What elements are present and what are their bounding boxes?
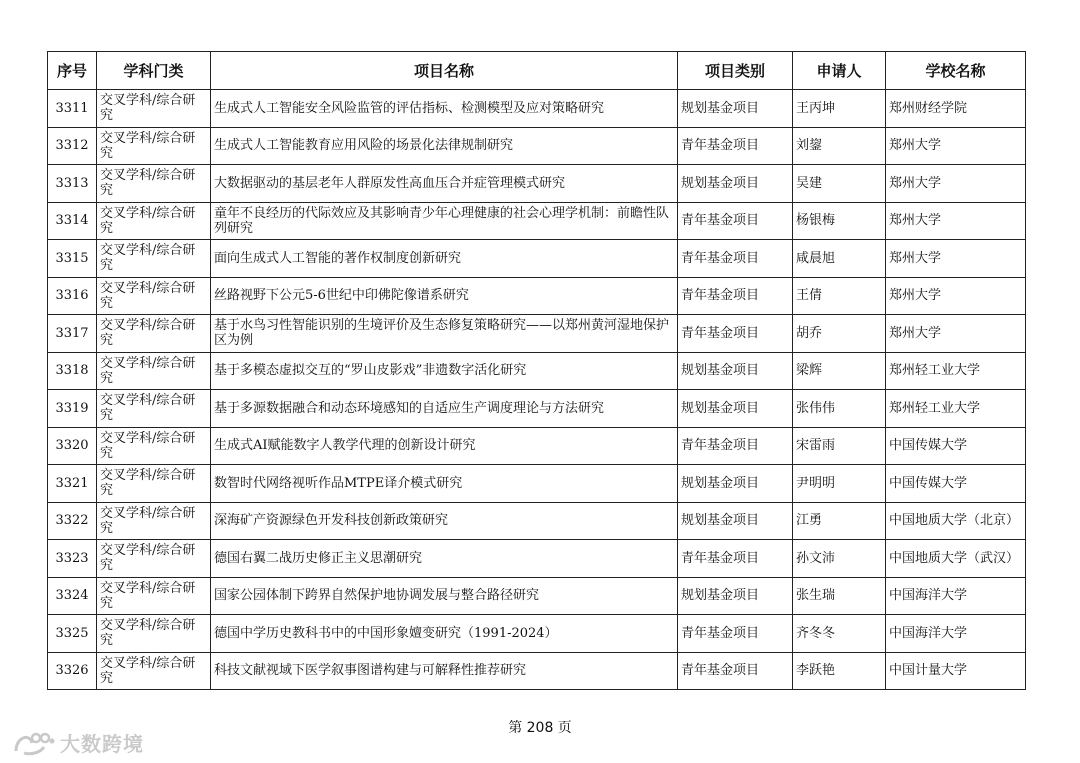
header-serial: 序号: [48, 52, 97, 90]
cell-serial: 3326: [48, 652, 97, 690]
table-row: [48, 652, 1026, 690]
cell-category: 青年基金项目: [678, 540, 793, 578]
cell-school: 中国海洋大学: [886, 615, 1026, 653]
cell-project-title: 基于水鸟习性智能识别的生境评价及生态修复策略研究——以郑州黄河湿地保护区为例: [211, 315, 678, 353]
cell-applicant: 吴建: [793, 165, 886, 203]
cell-category: 规划基金项目: [678, 502, 793, 540]
table-row: [48, 165, 1026, 203]
table-row: [48, 577, 1026, 615]
cell-school: 中国海洋大学: [886, 577, 1026, 615]
cell-serial: 3319: [48, 390, 97, 428]
cell-subject: 交叉学科/综合研究: [97, 652, 211, 690]
cell-serial: 3313: [48, 165, 97, 203]
cell-school: 郑州财经学院: [886, 90, 1026, 128]
cell-applicant: 尹明明: [793, 465, 886, 503]
cell-category: 青年基金项目: [678, 652, 793, 690]
cell-applicant: 胡乔: [793, 315, 886, 353]
cell-school: 郑州大学: [886, 202, 1026, 240]
header-applicant: 申请人: [793, 52, 886, 90]
table-row: [48, 502, 1026, 540]
cell-applicant: 齐冬冬: [793, 615, 886, 653]
cell-project-title: 生成式AI赋能数字人教学代理的创新设计研究: [211, 427, 678, 465]
watermark-text: 大数跨境: [60, 732, 144, 756]
cell-applicant: 宋雷雨: [793, 427, 886, 465]
cell-category: 青年基金项目: [678, 315, 793, 353]
cell-subject: 交叉学科/综合研究: [97, 465, 211, 503]
cell-serial: 3318: [48, 352, 97, 390]
cell-subject: 交叉学科/综合研究: [97, 315, 211, 353]
cell-subject: 交叉学科/综合研究: [97, 427, 211, 465]
table-row: [48, 202, 1026, 240]
cell-school: 郑州大学: [886, 315, 1026, 353]
cell-project-title: 数智时代网络视听作品MTPE译介模式研究: [211, 465, 678, 503]
cell-school: 中国传媒大学: [886, 427, 1026, 465]
cell-applicant: 江勇: [793, 502, 886, 540]
watermark: [12, 728, 144, 757]
table-body: [48, 90, 1026, 690]
table-row: [48, 390, 1026, 428]
cell-subject: 交叉学科/综合研究: [97, 502, 211, 540]
cell-project-title: 基于多模态虚拟交互的“罗山皮影戏”非遗数字活化研究: [211, 352, 678, 390]
cell-category: 青年基金项目: [678, 615, 793, 653]
cell-project-title: 丝路视野下公元5-6世纪中印佛陀像谱系研究: [211, 277, 678, 315]
cell-serial: 3323: [48, 540, 97, 578]
cell-applicant: 咸晨旭: [793, 240, 886, 278]
cell-category: 规划基金项目: [678, 390, 793, 428]
cell-school: 中国传媒大学: [886, 465, 1026, 503]
cell-category: 青年基金项目: [678, 127, 793, 165]
cell-subject: 交叉学科/综合研究: [97, 165, 211, 203]
cell-applicant: 王倩: [793, 277, 886, 315]
cell-school: 郑州大学: [886, 240, 1026, 278]
cell-category: 青年基金项目: [678, 427, 793, 465]
header-project-title: 项目名称: [211, 52, 678, 90]
cell-category: 规划基金项目: [678, 465, 793, 503]
cell-subject: 交叉学科/综合研究: [97, 352, 211, 390]
cell-project-title: 基于多源数据融合和动态环境感知的自适应生产调度理论与方法研究: [211, 390, 678, 428]
table-row: [48, 615, 1026, 653]
watermark-logo-icon: [12, 729, 56, 757]
cell-applicant: 李跃艳: [793, 652, 886, 690]
cell-school: 郑州大学: [886, 165, 1026, 203]
cell-category: 规划基金项目: [678, 577, 793, 615]
cell-project-title: 德国中学历史教科书中的中国形象嬗变研究（1991-2024）: [211, 615, 678, 653]
cell-category: 规划基金项目: [678, 165, 793, 203]
cell-subject: 交叉学科/综合研究: [97, 202, 211, 240]
cell-category: 青年基金项目: [678, 202, 793, 240]
cell-serial: 3312: [48, 127, 97, 165]
cell-serial: 3324: [48, 577, 97, 615]
project-table: [47, 51, 1026, 690]
cell-school: 中国地质大学（北京）: [886, 502, 1026, 540]
cell-applicant: 刘鋆: [793, 127, 886, 165]
cell-subject: 交叉学科/综合研究: [97, 127, 211, 165]
table-row: [48, 540, 1026, 578]
cell-applicant: 杨银梅: [793, 202, 886, 240]
cell-project-title: 面向生成式人工智能的著作权制度创新研究: [211, 240, 678, 278]
table-row: [48, 427, 1026, 465]
cell-category: 青年基金项目: [678, 277, 793, 315]
cell-project-title: 深海矿产资源绿色开发科技创新政策研究: [211, 502, 678, 540]
cell-subject: 交叉学科/综合研究: [97, 240, 211, 278]
cell-subject: 交叉学科/综合研究: [97, 277, 211, 315]
cell-subject: 交叉学科/综合研究: [97, 615, 211, 653]
header-subject: 学科门类: [97, 52, 211, 90]
cell-serial: 3316: [48, 277, 97, 315]
cell-applicant: 张生瑞: [793, 577, 886, 615]
cell-school: 郑州大学: [886, 277, 1026, 315]
cell-school: 郑州大学: [886, 127, 1026, 165]
cell-category: 规划基金项目: [678, 90, 793, 128]
cell-school: 中国计量大学: [886, 652, 1026, 690]
cell-applicant: 梁辉: [793, 352, 886, 390]
header-category: 项目类别: [678, 52, 793, 90]
cell-project-title: 大数据驱动的基层老年人群原发性高血压合并症管理模式研究: [211, 165, 678, 203]
table-row: [48, 277, 1026, 315]
cell-school: 中国地质大学（武汉）: [886, 540, 1026, 578]
cell-category: 青年基金项目: [678, 240, 793, 278]
cell-applicant: 孙文沛: [793, 540, 886, 578]
cell-subject: 交叉学科/综合研究: [97, 540, 211, 578]
cell-subject: 交叉学科/综合研究: [97, 390, 211, 428]
table-row: [48, 127, 1026, 165]
cell-serial: 3314: [48, 202, 97, 240]
table-row: [48, 315, 1026, 353]
cell-project-title: 德国右翼二战历史修正主义思潮研究: [211, 540, 678, 578]
cell-project-title: 科技文献视域下医学叙事图谱构建与可解释性推荐研究: [211, 652, 678, 690]
cell-serial: 3325: [48, 615, 97, 653]
cell-project-title: 国家公园体制下跨界自然保护地协调发展与整合路径研究: [211, 577, 678, 615]
cell-serial: 3320: [48, 427, 97, 465]
cell-project-title: 生成式人工智能安全风险监管的评估指标、检测模型及应对策略研究: [211, 90, 678, 128]
table-row: [48, 90, 1026, 128]
cell-serial: 3311: [48, 90, 97, 128]
table-row: [48, 465, 1026, 503]
cell-subject: 交叉学科/综合研究: [97, 90, 211, 128]
cell-applicant: 张伟伟: [793, 390, 886, 428]
cell-school: 郑州轻工业大学: [886, 352, 1026, 390]
cell-serial: 3315: [48, 240, 97, 278]
header-school: 学校名称: [886, 52, 1026, 90]
cell-applicant: 王丙坤: [793, 90, 886, 128]
cell-category: 规划基金项目: [678, 352, 793, 390]
cell-serial: 3317: [48, 315, 97, 353]
cell-serial: 3322: [48, 502, 97, 540]
table-row: [48, 240, 1026, 278]
cell-school: 郑州轻工业大学: [886, 390, 1026, 428]
table-row: [48, 352, 1026, 390]
table-header-row: [48, 52, 1026, 90]
cell-project-title: 生成式人工智能教育应用风险的场景化法律规制研究: [211, 127, 678, 165]
cell-subject: 交叉学科/综合研究: [97, 577, 211, 615]
cell-serial: 3321: [48, 465, 97, 503]
page-number: 第 208 页: [508, 720, 572, 736]
cell-project-title: 童年不良经历的代际效应及其影响青少年心理健康的社会心理学机制：前瞻性队列研究: [211, 202, 678, 240]
